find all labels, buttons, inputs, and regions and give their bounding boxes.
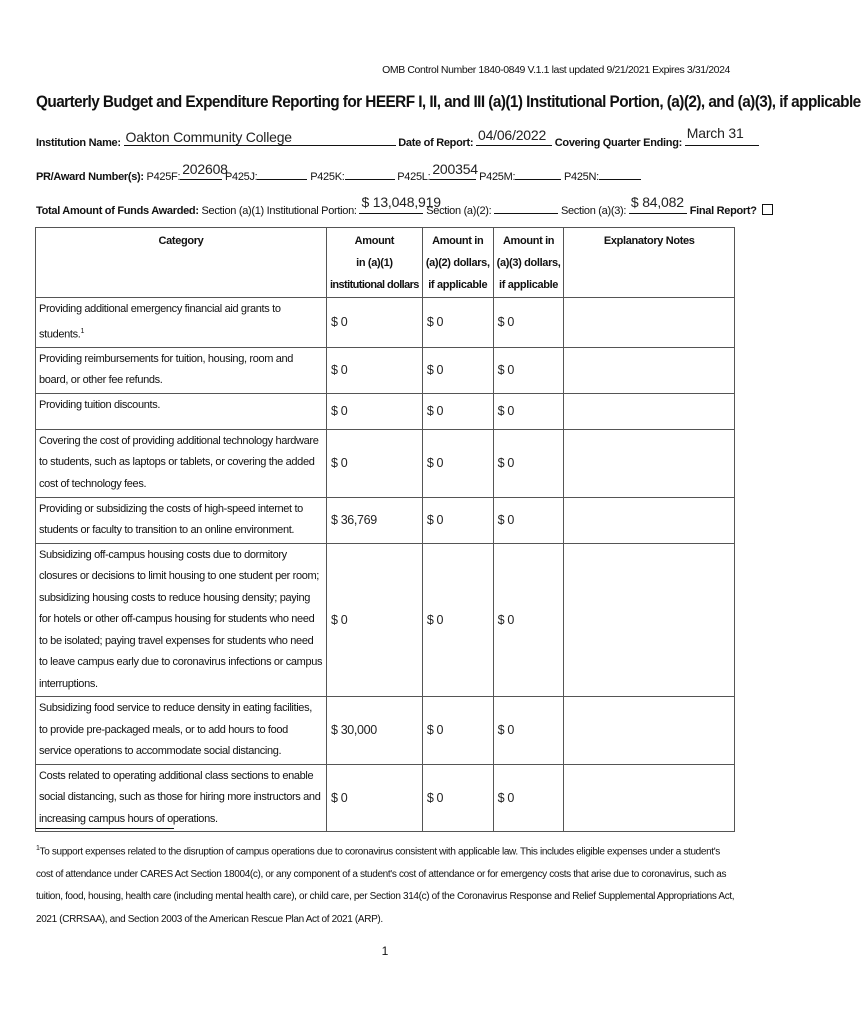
- amount-a2-cell[interactable]: $ 0: [422, 429, 493, 497]
- table-row: [36, 393, 735, 429]
- amount-a2-cell[interactable]: $ 0: [422, 497, 493, 543]
- table-row: [36, 497, 735, 543]
- amount-a3-cell[interactable]: $ 0: [493, 393, 564, 429]
- amount-a3-cell[interactable]: $ 0: [493, 347, 564, 393]
- quarter-label: Covering Quarter Ending:: [554, 137, 683, 149]
- header-category: Category: [36, 228, 327, 298]
- final-report-checkbox[interactable]: [762, 204, 773, 215]
- footnote-divider: [36, 828, 174, 829]
- amount-a1-cell[interactable]: $ 0: [326, 393, 422, 429]
- amount-a3-cell[interactable]: $ 0: [493, 697, 564, 765]
- a1-total-value: $ 13,048,919: [361, 194, 441, 210]
- row-category: Subsidizing food service to reduce density in eating facilities, to provide pre-packaged meals, or to add hours to food service operations to accommodate social distancing.: [36, 697, 327, 765]
- table-row: [36, 764, 735, 832]
- table-row: [36, 347, 735, 393]
- amount-a1-cell[interactable]: $ 36,769: [326, 497, 422, 543]
- notes-cell[interactable]: [564, 298, 735, 348]
- amount-a1-cell[interactable]: $ 30,000: [326, 697, 422, 765]
- amount-a3-cell[interactable]: $ 0: [493, 497, 564, 543]
- p425l-field[interactable]: [430, 161, 478, 180]
- notes-cell[interactable]: [564, 543, 735, 697]
- notes-cell[interactable]: [564, 497, 735, 543]
- p425n-field[interactable]: [599, 167, 641, 180]
- row-category: Providing tuition discounts.: [36, 393, 327, 429]
- row-category: Covering the cost of providing additional technology hardware to students, such as laptops or tablets, or covering the added cost of technology fees.: [36, 429, 327, 497]
- table-row: [36, 429, 735, 497]
- footnote-ref: 1: [80, 327, 85, 335]
- footnote: [36, 838, 736, 931]
- footnote-text: To support expenses related to the disruption of campus operations due to coronavirus consistent with applicable law. This includes eligible expenses under a student's cost of attendance under CARES Act Section 18004(c), or any component of a student's cost of attendance or for emergency costs that arise due to coronavirus, such as tuition, food, housing, health care (including mental health care), or child care, per Section 314(c) of the Coronavirus Response and Relief Supplemental Appropriations Act, 2021 (CRRSAA), and Section 2003 of the American Rescue Plan Act of 2021 (ARP).: [36, 846, 735, 925]
- table-row: [36, 543, 735, 697]
- table-header-row: [36, 228, 735, 298]
- p425j-label: P425J:: [224, 171, 258, 183]
- p425f-field[interactable]: [180, 161, 228, 180]
- category-text: Providing additional emergency financial aid grants to students.: [39, 303, 281, 341]
- total-funds-line: [36, 194, 773, 217]
- row-category: Providing or subsidizing the costs of high-speed internet to students or faculty to transition to an online environment.: [36, 497, 327, 543]
- a2-total-field[interactable]: [494, 201, 558, 214]
- header-a3: [493, 228, 564, 298]
- a1-label: Section (a)(1) Institutional Portion:: [201, 205, 357, 217]
- notes-cell[interactable]: [564, 393, 735, 429]
- a1-total-field[interactable]: [359, 194, 441, 214]
- date-label: Date of Report:: [398, 137, 474, 149]
- amount-a3-cell[interactable]: $ 0: [493, 543, 564, 697]
- notes-cell[interactable]: [564, 347, 735, 393]
- a3-label: Section (a)(3):: [560, 205, 627, 217]
- amount-a1-cell[interactable]: $ 0: [326, 298, 422, 348]
- amount-a3-cell[interactable]: $ 0: [493, 298, 564, 348]
- p425n-label: P425N:: [563, 171, 599, 183]
- header-a2-line1: Amount in: [432, 235, 484, 247]
- p425l-value: 200354: [432, 161, 478, 177]
- p425m-label: P425M:: [479, 171, 516, 183]
- p425k-label: P425K:: [310, 171, 345, 183]
- row-category: Subsidizing off-campus housing costs due to dormitory closures or decisions to limit housing to one student per room; subsidizing housing costs to reduce housing density; paying for hotels or other off-campus housing for students who need to be isolated; paying travel expenses for students who need to leave campus early due to coronavirus infections or campus interruptions.: [36, 543, 327, 697]
- quarter-field[interactable]: [685, 125, 759, 146]
- notes-cell[interactable]: [564, 764, 735, 832]
- row-category: Costs related to operating additional class sections to enable social distancing, such as those for hiring more instructors and increasing campus hours of operations.: [36, 764, 327, 832]
- p425m-field[interactable]: [515, 167, 561, 180]
- institution-label: Institution Name:: [36, 137, 121, 149]
- header-a1-line3: institutional dollars: [329, 279, 419, 291]
- omb-control-number: OMB Control Number 1840-0849 V.1.1 last updated 9/21/2021 Expires 3/31/2024: [382, 64, 730, 76]
- institution-line: [36, 125, 759, 149]
- pr-label: PR/Award Number(s):: [36, 171, 144, 183]
- total-label: Total Amount of Funds Awarded:: [36, 205, 199, 217]
- institution-field[interactable]: [124, 129, 396, 146]
- header-a2: [422, 228, 493, 298]
- header-a1: [326, 228, 422, 298]
- a3-total-value: $ 84,082: [630, 194, 684, 210]
- header-a2-line3: if applicable: [428, 279, 488, 291]
- date-field[interactable]: [476, 127, 552, 146]
- header-a3-line2: (a)(3) dollars,: [496, 257, 561, 269]
- p425f-label: P425F:: [146, 171, 181, 183]
- amount-a2-cell[interactable]: $ 0: [422, 697, 493, 765]
- award-line: [36, 161, 641, 183]
- page-title: Quarterly Budget and Expenditure Reporting for HEERF I, II, and III (a)(1) Institutional Portion, (a)(2), and (a)(3), if applicable: [36, 93, 861, 111]
- table-row: [36, 697, 735, 765]
- header-a3-line3: if applicable: [499, 279, 559, 291]
- p425f-value: 202608: [182, 161, 228, 177]
- header-a3-line1: Amount in: [502, 235, 555, 247]
- notes-cell[interactable]: [564, 429, 735, 497]
- date-value: 04/06/2022: [477, 127, 547, 143]
- amount-a2-cell[interactable]: $ 0: [422, 347, 493, 393]
- amount-a1-cell[interactable]: $ 0: [326, 347, 422, 393]
- amount-a3-cell[interactable]: $ 0: [493, 764, 564, 832]
- expenditure-table: [35, 227, 735, 832]
- row-category: Providing reimbursements for tuition, housing, room and board, or other fee refunds.: [36, 347, 327, 393]
- institution-value: Oakton Community College: [125, 129, 292, 145]
- p425l-label: P425L:: [397, 171, 431, 183]
- amount-a2-cell[interactable]: $ 0: [422, 298, 493, 348]
- a2-label: Section (a)(2):: [426, 205, 492, 217]
- a3-total-field[interactable]: [629, 194, 687, 214]
- p425j-field[interactable]: [257, 167, 307, 180]
- header-a1-line2: in (a)(1): [356, 257, 393, 269]
- page-number: 1: [381, 944, 389, 958]
- amount-a2-cell[interactable]: $ 0: [422, 393, 493, 429]
- amount-a2-cell[interactable]: $ 0: [422, 543, 493, 697]
- table-row: [36, 298, 735, 348]
- notes-cell[interactable]: [564, 697, 735, 765]
- final-report-label: Final Report?: [689, 205, 757, 217]
- amount-a1-cell[interactable]: $ 0: [326, 764, 422, 832]
- quarter-value: March 31: [686, 125, 744, 141]
- header-a1-line1: Amount: [354, 235, 395, 247]
- footnote-mark: 1: [36, 845, 40, 852]
- amount-a1-cell[interactable]: $ 0: [326, 429, 422, 497]
- header-notes: Explanatory Notes: [564, 228, 735, 298]
- header-a2-line2: (a)(2) dollars,: [425, 257, 490, 269]
- amount-a1-cell[interactable]: $ 0: [326, 543, 422, 697]
- amount-a3-cell[interactable]: $ 0: [493, 429, 564, 497]
- row-category: [36, 298, 327, 348]
- amount-a2-cell[interactable]: $ 0: [422, 764, 493, 832]
- p425k-field[interactable]: [345, 167, 395, 180]
